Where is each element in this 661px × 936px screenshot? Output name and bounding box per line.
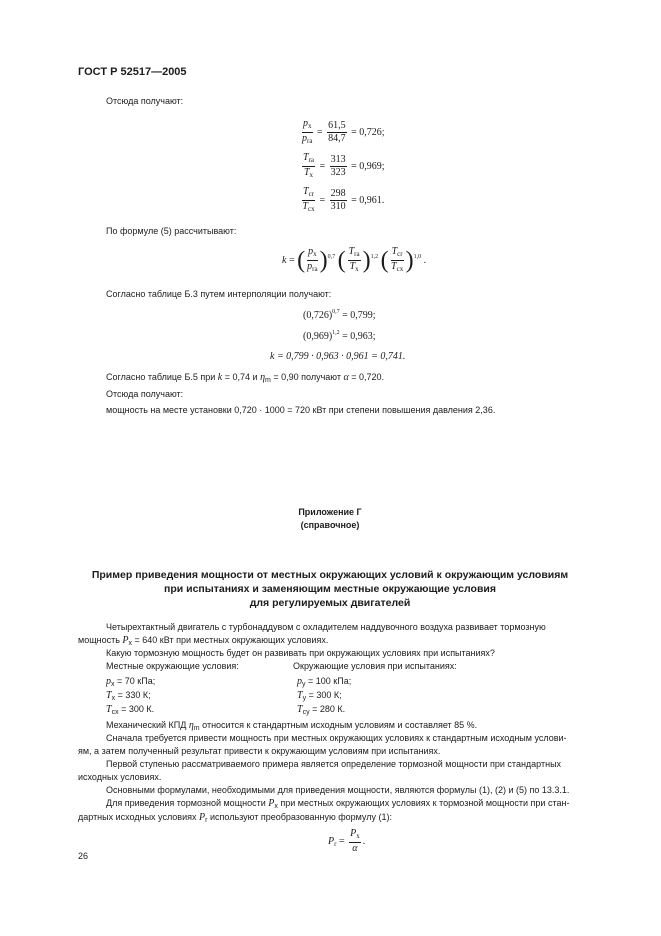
equation-pressure-ratio: $\frac{p_x}{p_{ra}}$ = $\frac{61,5}{84,7}$ = 0,726; (302, 118, 385, 145)
equation-coolant-ratio: $\frac{T_{cr}}{T_{cx}}$ = $\frac{298}{310}$ = 0,961. (302, 186, 385, 213)
interpolation-line-1: $(0,726)^{0,7} = 0,799$; (303, 309, 376, 321)
paragraph-mechanical-efficiency: Механический КПД $\eta_m$ относится к стандартным исходным условиям и составляет 85 %. (106, 720, 478, 732)
document-header: ГОСТ Р 52517—2005 (78, 66, 187, 78)
obtained-label-2: Отсюда получают: (106, 389, 184, 399)
local-conditions-heading: Местные окружающие условия: (106, 661, 239, 671)
example-heading-line-3: для регулируемых двигателей (249, 597, 411, 609)
k-formula: k = ( $\frac{p_x}{p_{ra}}$ )$^{0,7}$ ( $\frac{T_{ra}}{T_x}$ )$^{1,2}$ ( $\frac{T_{cr}}{T_{cx}}$ )$^{1,0}$ . (282, 246, 427, 274)
final-power-formula: $P_r$ = $\frac{P_x}{\alpha}$ . (328, 828, 366, 854)
table-b5-note: Согласно таблице Б.5 при k = 0,74 и $\eta_m = 0,90$ получают α = 0,720. (106, 372, 385, 384)
paragraph-procedure-line-1: Сначала требуется привести мощность при местных окружающих условиях к стандартным исходным услови- (106, 733, 567, 743)
paragraph-first-step-line-2: исходных условиях. (78, 772, 162, 782)
paragraph-conversion-line-2: дартных исходных условиях $P_r$ используют преобразованную формулу (1): (78, 812, 392, 824)
local-condition-coolant: $T_{cx} = 300$ К. (106, 704, 155, 716)
test-condition-temperature: $T_y = 300$ К; (297, 690, 342, 702)
test-condition-pressure: $p_y = 100$ кПа; (297, 676, 352, 688)
test-condition-coolant: $T_{cy} = 280$ К. (297, 704, 346, 716)
paragraph-first-step-line-1: Первой ступенью рассматриваемого примера является определение тормозной мощности при стандартных (106, 759, 562, 769)
test-conditions-heading: Окружающие условия при испытаниях: (293, 661, 457, 671)
installation-power: мощность на месте установки 0,720 · 1000 = 720 кВт при степени повышения давления 2,36. (106, 405, 496, 415)
paragraph-engine-line-2: мощность $P_x = 640$ кВт при местных окружающих условиях. (78, 635, 329, 647)
example-heading-line-2: при испытаниях и заменяющим местные окружающие условия (163, 583, 496, 595)
paragraph-question: Какую тормозную мощность будет он развивать при окружающих условиях при испытаниях? (106, 648, 495, 658)
paragraph-engine-line-1: Четырехтактный двигатель с турбонаддувом с охладителем наддувочного воздуха развивает тормозную (106, 622, 546, 632)
formula5-intro: По формуле (5) рассчитывают: (106, 226, 237, 236)
table-b3-note: Согласно таблице Б.3 путем интерполяции получают: (106, 289, 332, 299)
paragraph-conversion-line-1: Для приведения тормозной мощности $P_x$ при местных окружающих условиях к тормозной мощности при стан- (106, 798, 570, 810)
appendix-subtitle: (справочное) (300, 520, 360, 530)
interpolation-line-2: $(0,969)^{1,2} = 0,963$; (303, 330, 376, 342)
paragraph-basic-formulas: Основными формулами, необходимыми для приведения мощности, являются формулы (1), (2) и (5) по 13.3.1. (106, 785, 570, 795)
example-heading-line-1: Пример приведения мощности от местных окружающих условий к окружающим условиям (91, 569, 569, 581)
interpolation-line-3: k = 0,799 · 0,963 · 0,961 = 0,741. (270, 351, 406, 362)
obtained-label: Отсюда получают: (106, 96, 184, 106)
local-condition-pressure: $p_x = 70$ кПа; (106, 676, 156, 688)
paragraph-procedure-line-2: ям, а затем полученный результат привести к окружающим условиям при испытаниях. (78, 746, 441, 756)
page-number: 26 (78, 851, 89, 861)
local-condition-temperature: $T_x = 330$ К; (106, 690, 151, 702)
equation-temperature-ratio: $\frac{T_{ra}}{T_x}$ = $\frac{313}{323}$ = 0,969; (303, 152, 385, 179)
appendix-title: Приложение Г (298, 507, 362, 517)
